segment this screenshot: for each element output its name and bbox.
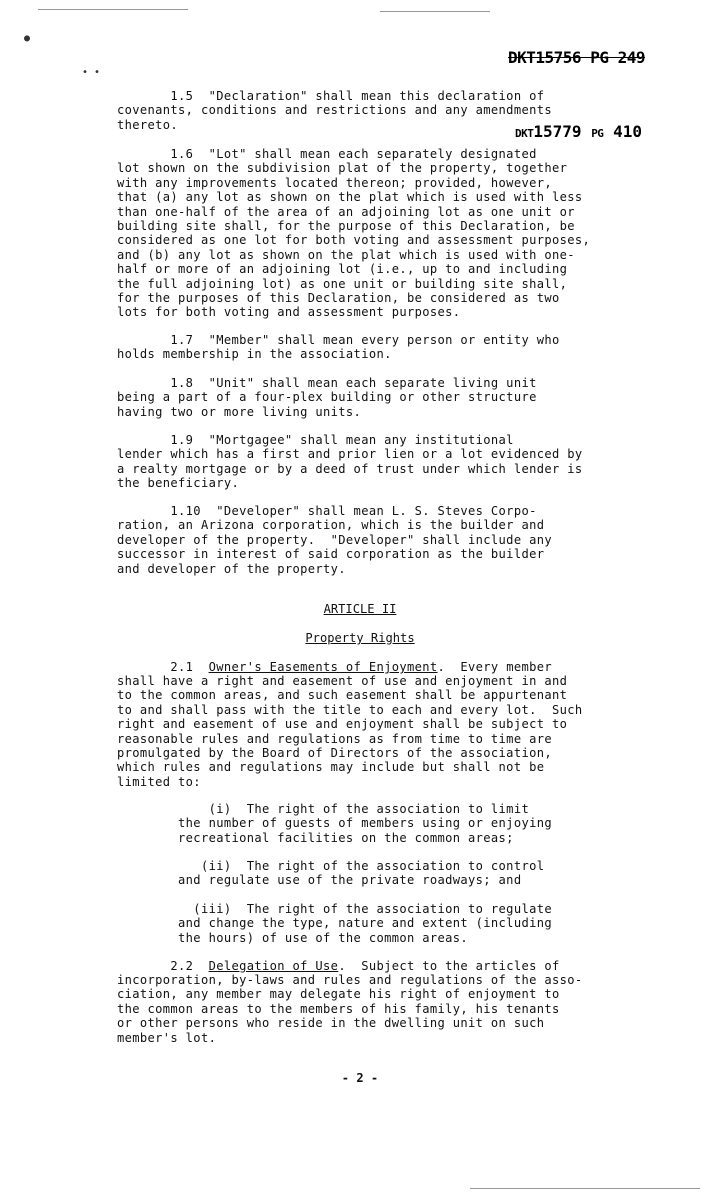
- docket-stamp-top: [508, 48, 645, 67]
- article-subtitle: [0, 631, 720, 645]
- section-2-1-item-ii: (ii) The right of the association to control and regulate use of the private roadways; and: [178, 859, 545, 888]
- section-2-1-number: 2.1: [117, 660, 209, 674]
- section-2-2-lead: [117, 959, 677, 973]
- section-1-6: 1.6 "Lot" shall mean each separately designated lot shown on the subdivision plat of the property, together with any improvements located thereon; provided, however, that (a) any lot as shown on the plat which is used with less than one-half of the area of an adjoining lot as one unit or building site shall, for the purpose of this Declaration, be considered as one lot for both voting and assessment purposes, and (b) any lot as shown on the plat which is used with one- half or more of an adjoining lot (i.e., up to and including the full adjoining lot) as one unit or building site shall, for the purposes of this Declaration, be considered as two lots for both voting and assessment purposes.: [117, 147, 591, 320]
- docket-number: 15779: [533, 122, 582, 141]
- page-footer-number: - 2 -: [341, 1071, 379, 1085]
- section-2-2-heading: Delegation of Use: [208, 959, 339, 973]
- section-2-2-body: incorporation, by-laws and rules and regulations of the asso- ciation, any member may delegate his right of enjoyment to the common areas to the members of his family, his tenants or other persons who reside in the dwelling unit on such member's lot.: [117, 973, 583, 1045]
- scan-noise-bottom: [470, 1188, 700, 1189]
- page-number-stamp: 410: [613, 122, 642, 141]
- section-1-10: 1.10 "Developer" shall mean L. S. Steves Corpo- ration, an Arizona corporation, which is the builder and developer of the property. "Developer" shall include any successor in interest of said corporation as the builder and developer of the property.: [117, 504, 552, 576]
- section-1-9: 1.9 "Mortgagee" shall mean any institutional lender which has a first and prior lien or a lot evidenced by a realty mortgage or by a deed of trust under which lender is the beneficiary.: [117, 433, 583, 491]
- section-2-1-item-iii: (iii) The right of the association to regulate and change the type, nature and extent (including the hours) of use of the common areas.: [178, 902, 552, 945]
- article-title: [0, 602, 720, 616]
- article-subtitle-text: Property Rights: [305, 631, 415, 645]
- section-2-1-lead-text: . Every member: [437, 660, 552, 674]
- scan-noise-top: [38, 9, 188, 10]
- section-2-1-body: shall have a right and easement of use and enjoyment in and to the common areas, and such easement shall be appurtenant to and shall pass with the title to each and every lot. Such right and easement of use and enjoyment shall be subject to reasonable rules and regulations as from time to time are promulgated by the Board of Directors of the association, which rules and regulations may include but shall not be limited to:: [117, 674, 583, 789]
- section-1-5: 1.5 "Declaration" shall mean this declaration of covenants, conditions and restrictions and any amendments thereto.: [117, 89, 552, 132]
- section-2-1-lead: [117, 660, 677, 674]
- section-2-1-item-i: (i) The right of the association to limit the number of guests of members using or enjoying recreational facilities on the common areas;: [178, 802, 552, 845]
- section-2-2-number: 2.2: [117, 959, 209, 973]
- scan-noise-top-mid: [380, 11, 490, 12]
- section-1-8: 1.8 "Unit" shall mean each separate living unit being a part of a four-plex building or other structure having two or more living units.: [117, 376, 537, 419]
- section-1-7: 1.7 "Member" shall mean every person or entity who holds membership in the association.: [117, 333, 560, 362]
- scan-speck: ●: [24, 33, 31, 44]
- docket-prefix: DKT: [515, 127, 534, 140]
- page-prefix: PG: [591, 127, 604, 140]
- scan-speck: • •: [82, 67, 101, 78]
- article-title-text: ARTICLE II: [323, 602, 397, 616]
- section-2-2-lead-text: . Subject to the articles of: [338, 959, 560, 973]
- section-2-1-heading: Owner's Easements of Enjoyment: [208, 660, 438, 674]
- docket-stamp-top-text: DKT15756 PG 249: [508, 48, 645, 67]
